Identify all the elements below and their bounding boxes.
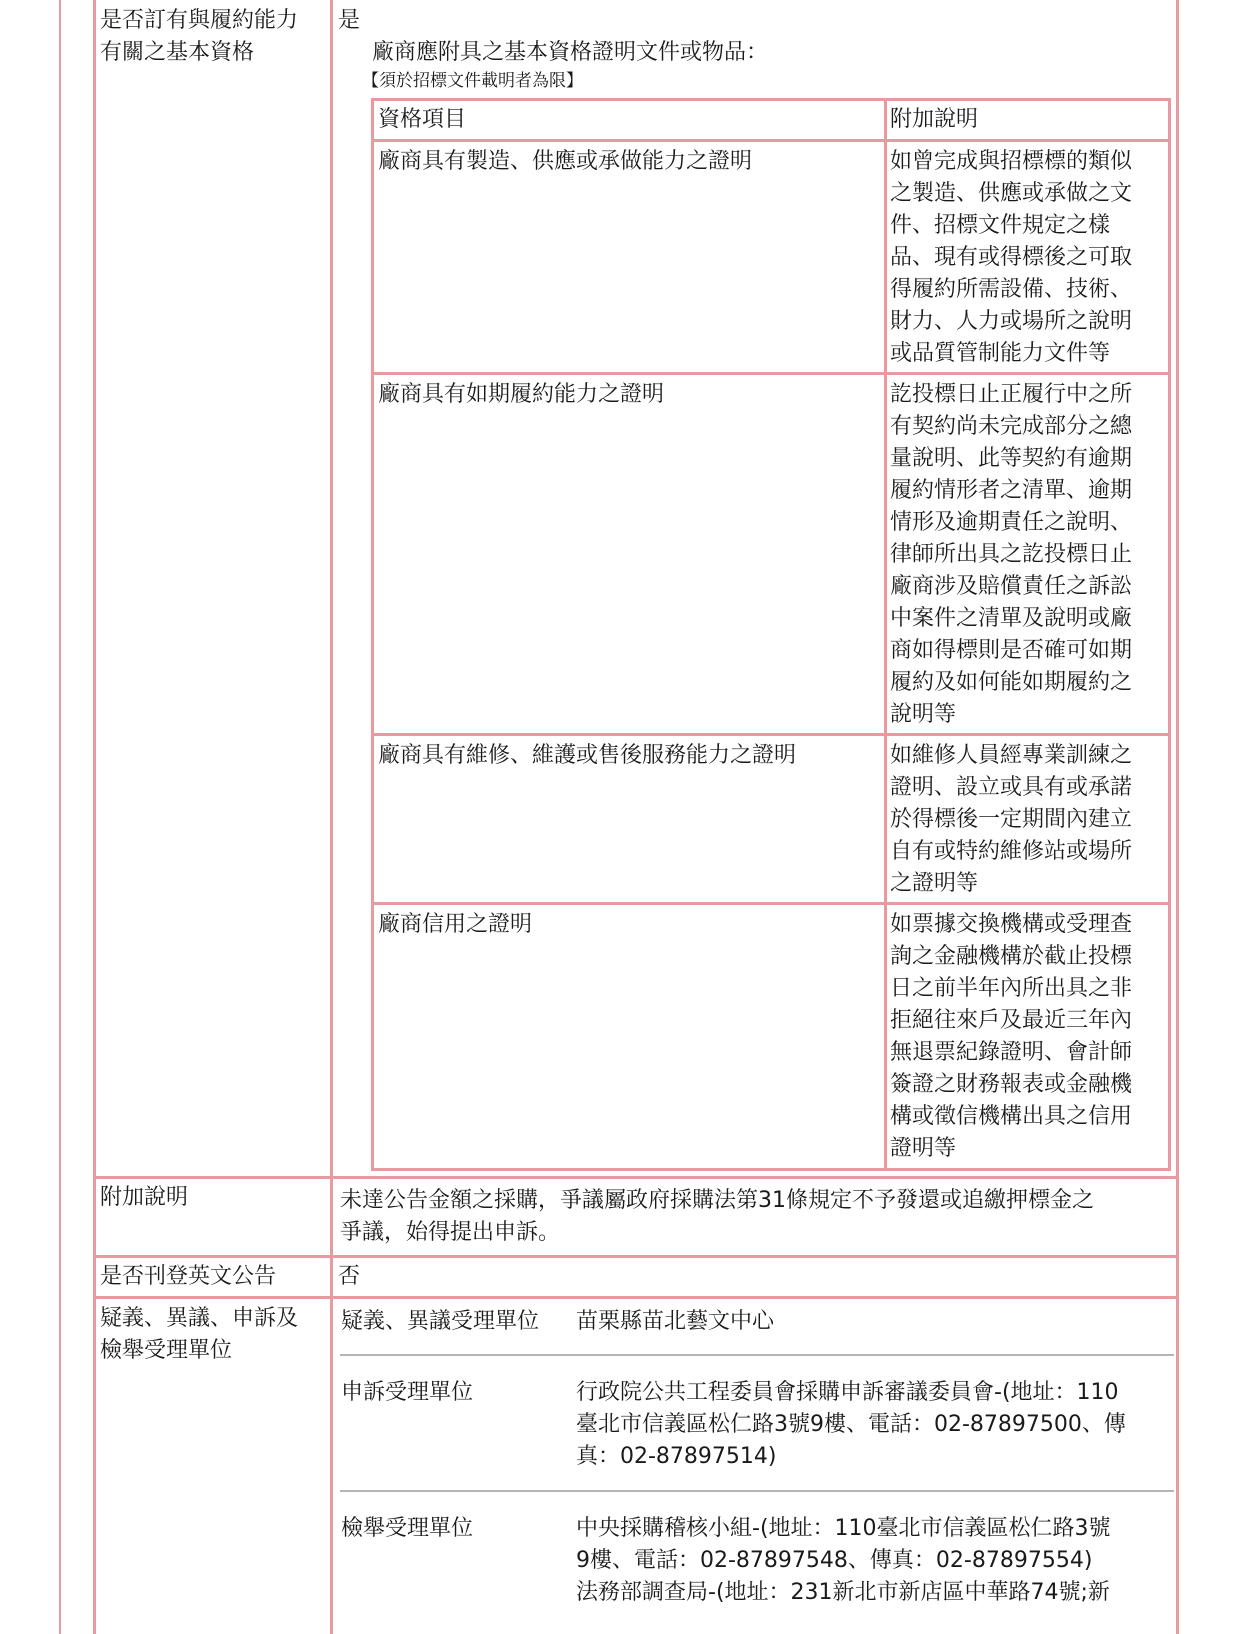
qtable-row-desc: 如票據交換機構或受理查 詢之金融機構於截止投標 日之前半年內所出具之非 拒絕往來戶及最近三年內 無退票紀錄證明、會計師 簽證之財務報表或金融機 構或徵信機構出具之信用 證明等 bbox=[890, 912, 1133, 1161]
unit-entry-value: 中央採購稽核小組-(地址：110臺北市信義區松仁路3號 9樓、電話：02-87897548、傳真：02-87897554) 法務部調查局-(地址：231新北市新店區中華路74號;新 bbox=[576, 1516, 1111, 1605]
qtable-row-item: 廠商具有製造、供應或承做能力之證明 bbox=[378, 149, 753, 174]
units-label-line-1: 疑義、異議、申訴及 bbox=[100, 1306, 299, 1331]
unit-separator bbox=[340, 1354, 1174, 1356]
label-col-left-border bbox=[93, 0, 96, 1634]
units-label-line-2: 檢舉受理單位 bbox=[100, 1338, 233, 1363]
qualification-note: 【須於招標文件載明者為限】 bbox=[362, 71, 583, 91]
qtable-header-desc: 附加說明 bbox=[890, 107, 979, 132]
qtable-row2-divider bbox=[371, 733, 1171, 736]
qtable-row-desc: 如維修人員經專業訓練之 證明、設立或具有或承諾 於得標後一定期間內建立 自有或特約維修站或場所 之證明等 bbox=[890, 743, 1133, 896]
qtable-row-item: 廠商具有維修、維護或售後服務能力之證明 bbox=[378, 743, 797, 768]
qtable-row-desc: 如曾完成與招標標的類似 之製造、供應或承做之文 件、招標文件規定之樣 品、現有或得標後之可取 得履約所需設備、技術、 財力、人力或場所之說明 或品質管制能力文件等 bbox=[890, 149, 1133, 366]
qualification-label-line-1: 是否訂有與履約能力 bbox=[100, 8, 299, 33]
qtable-row-desc: 訖投標日止正履行中之所 有契約尚未完成部分之總 量說明、此等契約有逾期 履約情形者之清單、逾期 情形及逾期責任之說明、 律師所出具之訖投標日止 廠商涉及賠償責任之訴訟 中案件之清單及說明或廠 商如得標則是否確可如期 履約及如何能如期履約之 說明等 bbox=[890, 382, 1133, 727]
english-label: 是否刊登英文公告 bbox=[100, 1264, 277, 1289]
qtable-row-item: 廠商信用之證明 bbox=[378, 912, 533, 937]
qualification-intro: 廠商應附具之基本資格證明文件或物品： bbox=[372, 40, 769, 65]
unit-entry-name: 疑義、異議受理單位 bbox=[341, 1309, 540, 1334]
unit-entry-value: 行政院公共工程委員會採購申訴審議委員會-(地址：110 臺北市信義區松仁路3號9樓、電話：02-87897500、傳 真：02-87897514) bbox=[576, 1380, 1126, 1469]
english-value: 否 bbox=[338, 1264, 361, 1289]
qtable-row-item: 廠商具有如期履約能力之證明 bbox=[378, 382, 665, 407]
row-divider-additional bbox=[93, 1176, 1179, 1179]
qualification-value: 是 bbox=[338, 8, 361, 33]
label-col-right-border bbox=[330, 0, 333, 1634]
qtable-row3-divider bbox=[371, 902, 1171, 905]
additional-label: 附加說明 bbox=[100, 1185, 189, 1210]
unit-entry-value: 苗栗縣苗北藝文中心 bbox=[576, 1309, 775, 1334]
outer-right-border bbox=[1176, 0, 1179, 1634]
row-divider-units bbox=[93, 1296, 1179, 1299]
qtable-row1-divider bbox=[371, 372, 1171, 375]
unit-entry-name: 檢舉受理單位 bbox=[341, 1516, 474, 1541]
qtable-left-border bbox=[371, 98, 374, 1171]
unit-entry-name: 申訴受理單位 bbox=[341, 1380, 474, 1405]
qtable-top-border bbox=[371, 98, 1171, 101]
qtable-bottom-border bbox=[371, 1168, 1171, 1171]
qtable-mid-border bbox=[884, 98, 887, 1171]
qtable-header-divider bbox=[371, 139, 1171, 142]
outer-left-border bbox=[59, 0, 61, 1634]
additional-value: 未達公告金額之採購，爭議屬政府採購法第31條規定不予發還或追繳押標金之 爭議，始得提出申訴。 bbox=[340, 1188, 1094, 1245]
qtable-header-item: 資格項目 bbox=[378, 107, 467, 132]
qualification-label-line-2: 有關之基本資格 bbox=[100, 40, 255, 65]
qtable-right-border bbox=[1168, 98, 1171, 1171]
row-divider-english bbox=[93, 1255, 1179, 1258]
unit-separator bbox=[340, 1490, 1174, 1492]
